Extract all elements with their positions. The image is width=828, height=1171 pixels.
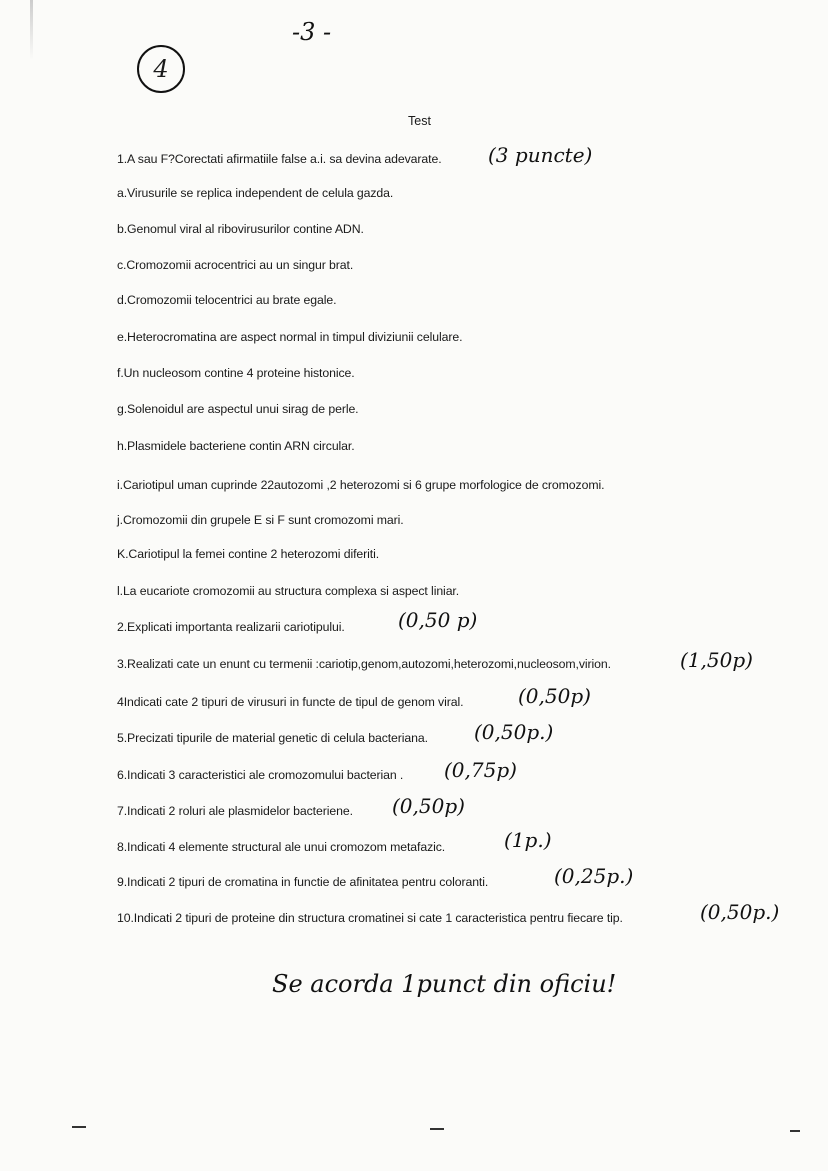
question-line: b.Genomul viral al ribovirusurilor contine ADN. (117, 222, 364, 236)
question-line: K.Cariotipul la femei contine 2 heterozomi diferiti. (117, 547, 380, 561)
handwritten-points: (0,50p) (392, 794, 465, 818)
question-line: d.Cromozomii telocentrici au brate egale. (117, 293, 337, 307)
question-line: 4Indicati cate 2 tipuri de virusuri in functe de tipul de genom viral. (117, 695, 464, 709)
question-line: 8.Indicati 4 elemente structural ale unui cromozom metafazic. (117, 840, 446, 854)
question-line: l.La eucariote cromozomii au structura complexa si aspect liniar. (117, 584, 460, 598)
question-line: 3.Realizati cate un enunt cu termenii :cariotip,genom,autozomi,heterozomi,nucleosom,virion. (117, 657, 611, 671)
question-line: e.Heterocromatina are aspect normal in timpul diviziunii celulare. (117, 330, 463, 344)
scan-edge (30, 0, 33, 60)
scan-mark (790, 1130, 800, 1132)
question-line: 1.A sau F?Corectati afirmatiile false a.i. sa devina adevarate. (117, 152, 442, 166)
question-line: 9.Indicati 2 tipuri de cromatina in functie de afinitatea pentru coloranti. (117, 875, 489, 889)
handwritten-footer-note: Se acorda 1punct din oficiu! (272, 970, 617, 998)
question-line: j.Cromozomii din grupele E si F sunt cromozomi mari. (117, 513, 404, 527)
question-line: 6.Indicati 3 caracteristici ale cromozomului bacterian . (117, 768, 404, 782)
handwritten-points: (1,50p) (680, 648, 753, 672)
scan-mark (430, 1128, 444, 1130)
handwritten-points: (1p.) (504, 828, 552, 852)
question-line: 2.Explicati importanta realizarii cariotipului. (117, 620, 345, 634)
handwritten-points: (0,25p.) (554, 864, 634, 888)
handwritten-points: (0,50p.) (700, 900, 780, 924)
handwritten-points: (0,50p.) (474, 720, 554, 744)
question-line: 10.Indicati 2 tipuri de proteine din structura cromatinei si cate 1 caracteristica pentru fiecare tip. (117, 911, 623, 925)
circled-number: 4 (137, 45, 185, 93)
question-line: a.Virusurile se replica independent de celula gazda. (117, 186, 394, 200)
question-line: 5.Precizati tipurile de material genetic di celula bacteriana. (117, 731, 428, 745)
handwritten-points: (3 puncte) (488, 143, 593, 167)
handwritten-points: (0,50 p) (398, 608, 478, 632)
question-line: 7.Indicati 2 roluri ale plasmidelor bacteriene. (117, 804, 353, 818)
handwritten-points: (0,50p) (518, 684, 591, 708)
page-title: Test (408, 114, 431, 128)
scan-mark (72, 1126, 86, 1128)
question-line: c.Cromozomii acrocentrici au un singur brat. (117, 258, 354, 272)
question-line: i.Cariotipul uman cuprinde 22autozomi ,2 heterozomi si 6 grupe morfologice de cromozomi. (117, 478, 605, 492)
question-line: f.Un nucleosom contine 4 proteine histonice. (117, 366, 355, 380)
page-mark: -3 - (292, 18, 332, 46)
question-line: g.Solenoidul are aspectul unui sirag de perle. (117, 402, 359, 416)
handwritten-points: (0,75p) (444, 758, 517, 782)
question-line: h.Plasmidele bacteriene contin ARN circular. (117, 439, 355, 453)
